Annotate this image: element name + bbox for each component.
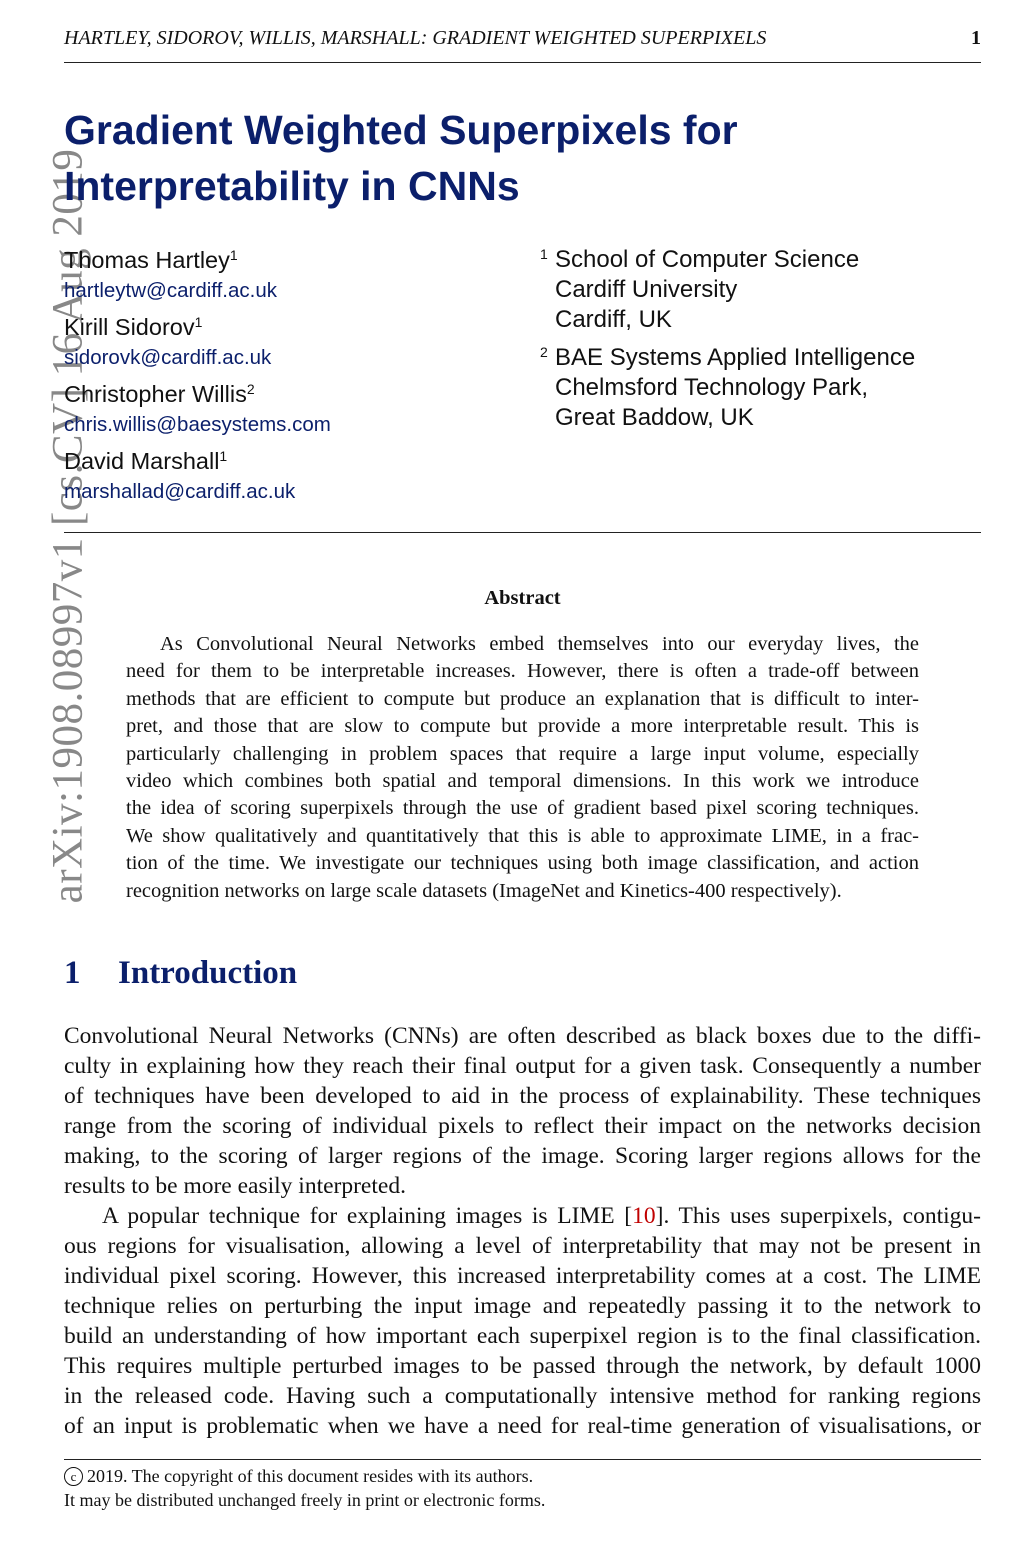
body-line: build an understanding of how important each superpixel region is to the final classification. bbox=[64, 1323, 981, 1349]
body-line: individual pixel scoring. However, this increased interpretability comes at a cost. The LIME bbox=[64, 1263, 981, 1289]
author-email-link[interactable]: sidorovk@cardiff.ac.uk bbox=[64, 346, 272, 369]
running-head bbox=[64, 27, 981, 50]
page-number: 1 bbox=[971, 27, 981, 49]
affiliation-block bbox=[540, 245, 915, 335]
abstract-line: methods that are efficient to compute but produce an explanation that is difficult to inter- bbox=[126, 687, 919, 710]
affiliation-line bbox=[540, 305, 915, 335]
author-name bbox=[64, 312, 331, 342]
body-line: results to be more easily interpreted. bbox=[64, 1173, 406, 1199]
body-line: This requires multiple perturbed images to be passed through the network, by default 1000 bbox=[64, 1353, 981, 1379]
citation-link[interactable]: 10 bbox=[632, 1203, 656, 1229]
running-title: HARTLEY, SIDOROV, WILLIS, MARSHALL: GRADIENT WEIGHTED SUPERPIXELS bbox=[64, 27, 767, 49]
title-line: Gradient Weighted Superpixels for bbox=[64, 107, 738, 153]
body-line: technique relies on perturbing the input image and repeatedly passing it to the network to bbox=[64, 1293, 981, 1319]
body-line: making, to the scoring of larger regions of the image. Scoring larger regions allows for the bbox=[64, 1143, 981, 1169]
abstract-line: tion of the time. We investigate our techniques using both image classification, and action bbox=[126, 852, 919, 875]
affiliation-number: 1 bbox=[540, 246, 548, 262]
author-block bbox=[64, 379, 331, 446]
author-name-text: Christopher Willis bbox=[64, 381, 247, 407]
affiliation-indent bbox=[540, 343, 555, 373]
paper-title bbox=[64, 102, 738, 214]
author-email-link[interactable]: chris.willis@baesystems.com bbox=[64, 413, 331, 436]
abstract-heading: Abstract bbox=[484, 587, 561, 609]
author-name-text: David Marshall bbox=[64, 448, 220, 474]
copyright-icon: c bbox=[64, 1467, 83, 1486]
affiliation-text: Cardiff, UK bbox=[555, 306, 672, 333]
body-text: A popular technique for explaining images is LIME [ bbox=[102, 1203, 633, 1229]
abstract-line: need for them to be interpretable increases. However, there is often a trade-off between bbox=[126, 660, 919, 683]
affiliation-indent bbox=[540, 245, 555, 275]
body-line: of techniques have been developed to aid in the process of explainability. These techniques bbox=[64, 1083, 981, 1109]
affiliation-line bbox=[540, 403, 915, 433]
abstract-line: recognition networks on large scale datasets (ImageNet and Kinetics-400 respectively). bbox=[126, 879, 842, 902]
body-line bbox=[64, 1201, 981, 1231]
affiliation-block bbox=[540, 343, 915, 433]
affiliation-line bbox=[540, 245, 915, 275]
body-line: ous regions for visualisation, allowing a level of interpretability that may not be present in bbox=[64, 1233, 981, 1259]
affiliation-marker: 1 bbox=[219, 448, 228, 464]
affiliation-marker: 1 bbox=[229, 247, 238, 263]
affiliation-marker: 1 bbox=[194, 314, 203, 330]
affiliation-text: Great Baddow, UK bbox=[555, 404, 754, 431]
affiliation-text: School of Computer Science bbox=[555, 246, 860, 273]
section-heading-introduction bbox=[64, 955, 297, 992]
affiliation-text: Chelmsford Technology Park, bbox=[555, 374, 869, 401]
affiliation-text: Cardiff University bbox=[555, 276, 738, 303]
abstract-line: the idea of scoring superpixels through the use of gradient based pixel scoring techniques. bbox=[126, 797, 919, 820]
author-block bbox=[64, 245, 331, 312]
copyright-footer bbox=[64, 1464, 545, 1512]
section-number: 1 bbox=[64, 955, 81, 991]
abstract-body bbox=[126, 631, 919, 905]
author-name-text: Thomas Hartley bbox=[64, 247, 230, 273]
author-block bbox=[64, 446, 331, 513]
affiliation-number: 2 bbox=[540, 344, 548, 360]
body-line: Convolutional Neural Networks (CNNs) are often described as black boxes due to the diffi- bbox=[64, 1023, 981, 1049]
author-list bbox=[64, 245, 331, 513]
author-name-text: Kirill Sidorov bbox=[64, 314, 195, 340]
affiliation-line bbox=[540, 373, 915, 403]
body-text: ]. This uses superpixels, contigu- bbox=[655, 1203, 981, 1229]
abstract-line: particularly challenging in problem spaces that require a large input volume, especially bbox=[126, 742, 919, 765]
abstract-line: pret, and those that are slow to compute but provide a more interpretable result. This is bbox=[126, 715, 919, 738]
footer-line: 2019. The copyright of this document resides with its authors. bbox=[87, 1466, 534, 1486]
affiliation-text: BAE Systems Applied Intelligence bbox=[555, 344, 916, 371]
abstract-line: We show qualitatively and quantitatively that this is able to approximate LIME, in a frac- bbox=[126, 824, 919, 847]
affiliation-line bbox=[540, 343, 915, 373]
footer-line: It may be distributed unchanged freely in print or electronic forms. bbox=[64, 1490, 546, 1510]
title-line: Interpretability in CNNs bbox=[64, 163, 520, 209]
introduction-body bbox=[64, 1021, 981, 1441]
footer-rule bbox=[64, 1459, 981, 1460]
affiliation-marker: 2 bbox=[246, 381, 255, 397]
body-line: of an input is problematic when we have a need for real-time generation of visualisations, or bbox=[64, 1413, 981, 1439]
body-line: culty in explaining how they reach their final output for a given task. Consequently a number bbox=[64, 1053, 981, 1079]
author-email-link[interactable]: marshallad@cardiff.ac.uk bbox=[64, 480, 296, 503]
header-rule bbox=[64, 62, 981, 63]
affiliation-list bbox=[540, 245, 915, 441]
body-line: in the released code. Having such a computationally intensive method for ranking regions bbox=[64, 1383, 981, 1409]
affiliation-line bbox=[540, 275, 915, 305]
author-email-link[interactable]: hartleytw@cardiff.ac.uk bbox=[64, 279, 277, 302]
author-block bbox=[64, 312, 331, 379]
author-name bbox=[64, 245, 331, 275]
arxiv-watermark: arXiv:1908.08997v1 [cs.CV] 16 Aug 2019 bbox=[44, 148, 92, 904]
author-name bbox=[64, 446, 331, 476]
section-title: Introduction bbox=[118, 955, 298, 991]
abstract-line: video which combines both spatial and temporal dimensions. In this work we introduce bbox=[126, 770, 919, 793]
author-name bbox=[64, 379, 331, 409]
abstract-line: As Convolutional Neural Networks embed themselves into our everyday lives, the bbox=[160, 633, 919, 655]
title-rule bbox=[64, 532, 981, 533]
body-line: range from the scoring of individual pixels to reflect their impact on the networks decision bbox=[64, 1113, 981, 1139]
